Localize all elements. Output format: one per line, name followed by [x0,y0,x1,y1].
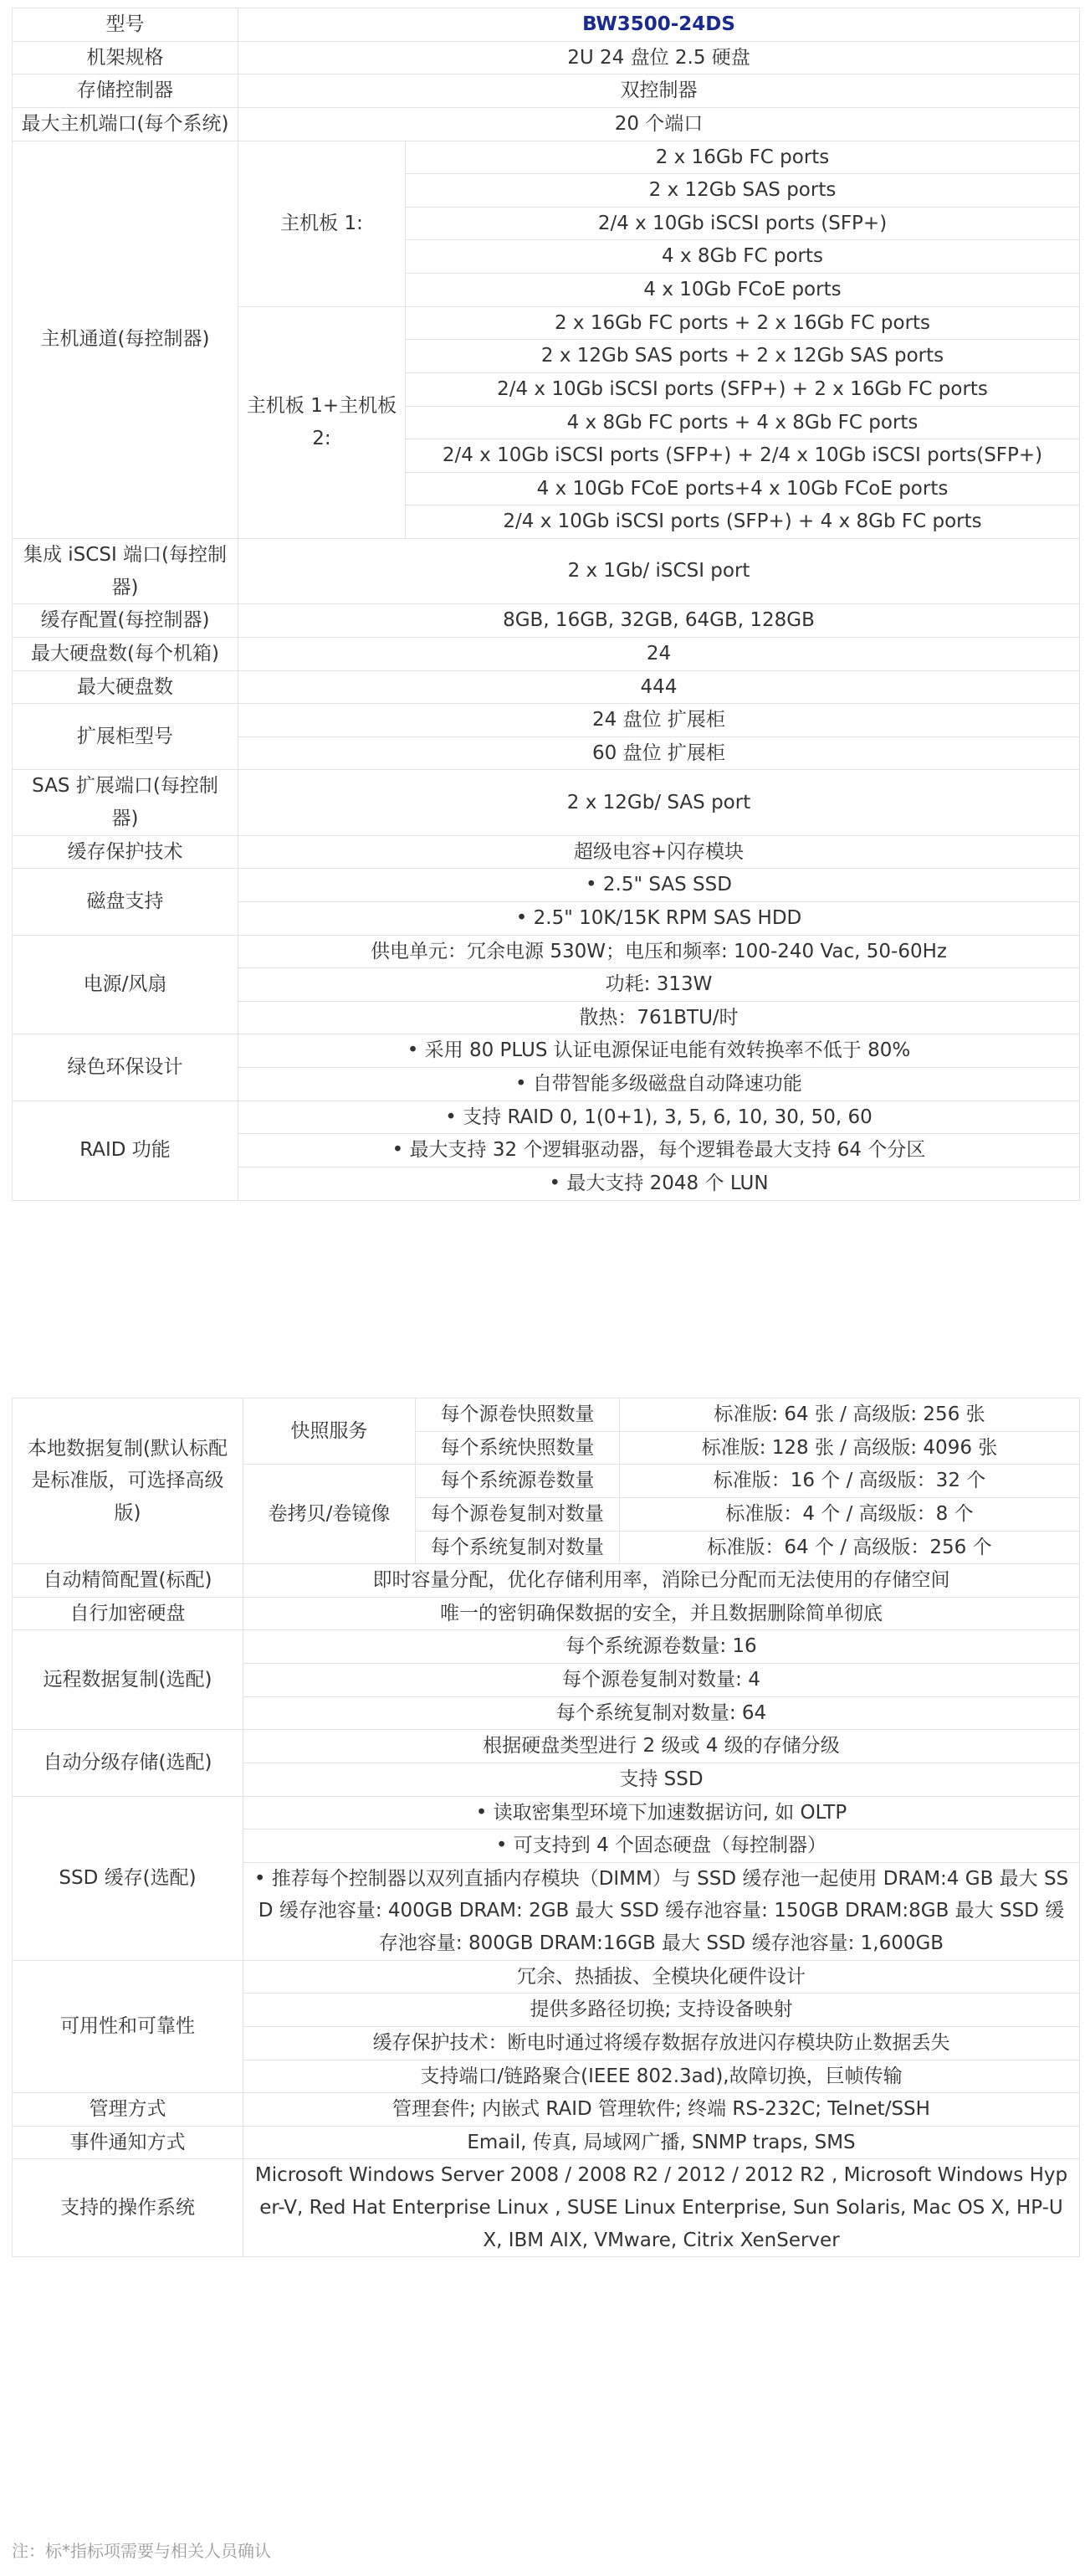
table-row [13,2126,1080,2159]
volcopy-item-name: 每个系统复制对数量 [416,1531,620,1564]
table-row [13,539,1080,604]
remote-value: 每个系统源卷数量: 16 [243,1630,1080,1664]
board12-option: 2/4 x 10Gb iSCSI ports (SFP+) + 4 x 8Gb FC ports [406,505,1080,539]
ssd-value: • 读取密集型环境下加速数据访问, 如 OLTP [243,1796,1080,1829]
green-value: • 采用 80 PLUS 认证电源保证电能有效转换率不低于 80% [238,1034,1080,1068]
model-value: BW3500-24DS [238,8,1080,42]
snapshot-item-value: 标准版: 128 张 / 高级版: 4096 张 [620,1431,1080,1465]
table-row [13,1398,1080,1432]
avail-value: 提供多路径切换; 支持设备映射 [243,1994,1080,2027]
table-row [13,2159,1080,2257]
max-disk-label: 最大硬盘数 [13,670,238,704]
board12-option: 2/4 x 10Gb iSCSI ports (SFP+) + 2/4 x 10Gb iSCSI ports(SFP+) [406,439,1080,473]
board12-option: 2/4 x 10Gb iSCSI ports (SFP+) + 2 x 16Gb FC ports [406,372,1080,406]
raid-value: • 最大支持 32 个逻辑驱动器，每个逻辑卷最大支持 64 个分区 [238,1134,1080,1167]
rack-value: 2U 24 盘位 2.5 硬盘 [238,41,1080,74]
power-label: 电源/风扇 [13,935,238,1034]
cache-prot-label: 缓存保护技术 [13,835,238,869]
controller-value: 双控制器 [238,74,1080,108]
iscsi-label: 集成 iSCSI 端口(每控制器) [13,539,238,604]
local-rep-label: 本地数据复制(默认标配是标准版，可选择高级版) [13,1398,243,1564]
tier-label: 自动分级存储(选配) [13,1730,243,1796]
ssd-value: • 可支持到 4 个固态硬盘（每控制器） [243,1829,1080,1863]
table-row [13,935,1080,968]
ssd-label: SSD 缓存(选配) [13,1796,243,1960]
disk-support-value: • 2.5" 10K/15K RPM SAS HDD [238,901,1080,935]
raid-value: • 最大支持 2048 个 LUN [238,1167,1080,1200]
cache-prot-value: 超级电容+闪存模块 [238,835,1080,869]
table-row [13,704,1080,737]
snapshot-label: 快照服务 [243,1398,416,1465]
cache-value: 8GB, 16GB, 32GB, 64GB, 128GB [238,604,1080,638]
max-disk-enc-value: 24 [238,637,1080,670]
encrypt-label: 自行加密硬盘 [13,1597,243,1630]
table-row [13,141,1080,174]
footnote: 注：标*指标项需要与相关人员确认 [12,2541,271,2561]
thin-label: 自动精简配置(标配) [13,1564,243,1598]
table-row [13,1960,1080,1994]
table-row [13,107,1080,141]
mgmt-value: 管理套件; 内嵌式 RAID 管理软件; 终端 RS-232C; Telnet/SSH [243,2093,1080,2127]
table-row [13,41,1080,74]
remote-label: 远程数据复制(选配) [13,1630,243,1730]
disk-support-label: 磁盘支持 [13,869,238,935]
board1-option: 2 x 16Gb FC ports [406,141,1080,174]
board1-label: 主机板 1: [238,141,406,306]
table-row [13,604,1080,638]
max-disk-enc-label: 最大硬盘数(每个机箱) [13,637,238,670]
remote-value: 每个系统复制对数量: 64 [243,1696,1080,1730]
os-value: Microsoft Windows Server 2008 / 2008 R2 / 2012 / 2012 R2 , Microsoft Windows Hyper-V, Red Hat Enterprise Linux , SUSE Linux Enterprise, Sun Solaris, Mac OS X, HP-UX, IBM AIX, VMware, Citrix XenServer [243,2159,1080,2257]
encrypt-value: 唯一的密钥确保数据的安全，并且数据删除简单彻底 [243,1597,1080,1630]
board1-option: 2/4 x 10Gb iSCSI ports (SFP+) [406,207,1080,240]
sas-exp-value: 2 x 12Gb/ SAS port [238,770,1080,835]
table-row [13,1730,1080,1763]
board12-option: 4 x 10Gb FCoE ports+4 x 10Gb FCoE ports [406,472,1080,505]
table-row [13,74,1080,108]
os-label: 支持的操作系统 [13,2159,243,2257]
max-disk-value: 444 [238,670,1080,704]
iscsi-value: 2 x 1Gb/ iSCSI port [238,539,1080,604]
table-row [13,1597,1080,1630]
event-value: Email, 传真, 局域网广播, SNMP traps, SMS [243,2126,1080,2159]
avail-value: 支持端口/链路聚合(IEEE 802.3ad),故障切换，巨帧传输 [243,2060,1080,2093]
board12-option: 2 x 12Gb SAS ports + 2 x 12Gb SAS ports [406,340,1080,373]
table-row [13,1034,1080,1068]
volcopy-item-value: 标准版：4 个 / 高级版：8 个 [620,1497,1080,1531]
host-channel-label: 主机通道(每控制器) [13,141,238,539]
table-row [13,835,1080,869]
remote-value: 每个源卷复制对数量: 4 [243,1664,1080,1697]
mgmt-label: 管理方式 [13,2093,243,2127]
table-row [13,1630,1080,1664]
snapshot-item-name: 每个源卷快照数量 [416,1398,620,1432]
table-row [13,637,1080,670]
table-row [13,1101,1080,1134]
table-row [13,670,1080,704]
board1-option: 4 x 10Gb FCoE ports [406,274,1080,307]
table-row [13,869,1080,902]
raid-label: RAID 功能 [13,1101,238,1200]
model-label: 型号 [13,8,238,42]
green-value: • 自带智能多级磁盘自动降速功能 [238,1068,1080,1101]
table-row [13,1796,1080,1829]
board12-option: 4 x 8Gb FC ports + 4 x 8Gb FC ports [406,406,1080,439]
exp-label: 扩展柜型号 [13,704,238,770]
power-value: 散热：761BTU/时 [238,1001,1080,1034]
tier-value: 根据硬盘类型进行 2 级或 4 级的存储分级 [243,1730,1080,1763]
table-row [13,1564,1080,1598]
power-value: 功耗: 313W [238,968,1080,1002]
avail-value: 冗余、热插拔、全模块化硬件设计 [243,1960,1080,1994]
exp-value: 24 盘位 扩展柜 [238,704,1080,737]
raid-value: • 支持 RAID 0, 1(0+1), 3, 5, 6, 10, 30, 50, 60 [238,1101,1080,1134]
rack-label: 机架规格 [13,41,238,74]
board1-option: 2 x 12Gb SAS ports [406,174,1080,208]
volcopy-item-value: 标准版：16 个 / 高级版：32 个 [620,1465,1080,1498]
event-label: 事件通知方式 [13,2126,243,2159]
snapshot-item-value: 标准版: 64 张 / 高级版: 256 张 [620,1398,1080,1432]
exp-value: 60 盘位 扩展柜 [238,736,1080,770]
volcopy-item-name: 每个源卷复制对数量 [416,1497,620,1531]
table-row [13,770,1080,835]
volcopy-item-name: 每个系统源卷数量 [416,1465,620,1498]
sas-exp-label: SAS 扩展端口(每控制器) [13,770,238,835]
avail-value: 缓存保护技术：断电时通过将缓存数据存放进闪存模块防止数据丢失 [243,2026,1080,2060]
spec-table-hardware [12,8,1080,1201]
thin-value: 即时容量分配，优化存储利用率，消除已分配而无法使用的存储空间 [243,1564,1080,1598]
board12-option: 2 x 16Gb FC ports + 2 x 16Gb FC ports [406,306,1080,340]
avail-label: 可用性和可靠性 [13,1960,243,2093]
max-ports-label: 最大主机端口(每个系统) [13,107,238,141]
disk-support-value: • 2.5" SAS SSD [238,869,1080,902]
spec-table-software [12,1398,1080,2257]
cache-label: 缓存配置(每控制器) [13,604,238,638]
board1-option: 4 x 8Gb FC ports [406,240,1080,274]
power-value: 供电单元：冗余电源 530W；电压和频率: 100-240 Vac, 50-60Hz [238,935,1080,968]
volcopy-label: 卷拷贝/卷镜像 [243,1465,416,1564]
snapshot-item-name: 每个系统快照数量 [416,1431,620,1465]
max-ports-value: 20 个端口 [238,107,1080,141]
green-label: 绿色环保设计 [13,1034,238,1101]
table-row [13,8,1080,42]
ssd-value: • 推荐每个控制器以双列直插内存模块（DIMM）与 SSD 缓存池一起使用 DRAM:4 GB 最大 SSD 缓存池容量: 400GB DRAM: 2GB 最大 SSD 缓存池容量: 150GB DRAM:8GB 最大 SSD 缓存池容量: 800GB DRAM:16GB 最大 SSD 缓存池容量: 1,600GB [243,1862,1080,1960]
table-row [13,2093,1080,2127]
tier-value: 支持 SSD [243,1763,1080,1796]
board12-label: 主机板 1+主机板 2: [238,306,406,538]
volcopy-item-value: 标准版：64 个 / 高级版：256 个 [620,1531,1080,1564]
controller-label: 存储控制器 [13,74,238,108]
